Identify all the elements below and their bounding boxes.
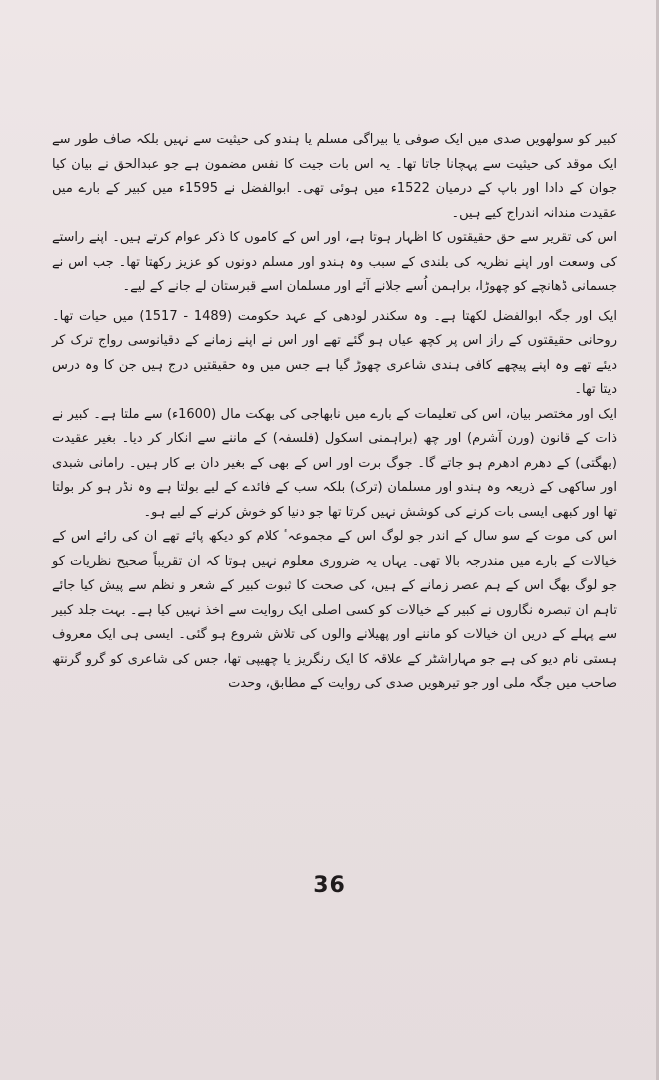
paragraph-abul-fazl-quote: اس کی تقریر سے حق حقیقتوں کا اظہار ہوتا ہے، اور اس کے کاموں کا ذکر عوام کرتے ہیں۔ اپنے راستے کی وسعت اور اپنے نظریہ کی بلندی کے سبب وہ ہندو اور مسلم دونوں کو عزیز رکھتا تھا۔ جب اس نے جسمانی ڈھانچے کو چھوڑا، براہمن اُسے جلانے آئے اور مسلمان اسے قبرستان لے جانے کے لیے۔ xyxy=(52,230,617,294)
page-number: 36 xyxy=(313,873,346,898)
paragraph-namdev: اس کی موت کے سو سال کے اندر جو لوگ اس کے مجموعہٴ کلام کو دیکھ پائے تھے ان کی رائے اس کے خیالات کے بارے میں مندرجہ بالا تھی۔ یہاں یہ ضروری معلوم نہیں ہوتا کہ ان تقریباً صحیح نظریات کو جو لوگ بھگ اس کے ہم عصر زمانے کے ہیں، کی صحت کا ثبوت کبیر کے شعر و نظم سے پیش کیا جائے تاہم ان تبصرہ نگاروں نے کبیر کے خیالات کو کسی اصلی ایک روایت سے اخذ نہیں کیا ہے۔ بہت جلد کبیر سے پہلے کے دریں ان خیالات کو ماننے اور پھیلانے والوں کی تلاش شروع ہو گئی۔ ایسی ہی ایک معروف ہستی نام دیو کی ہے جو مہاراشٹر کے علاقہ کا ایک رنگریز یا چھیپی تھا، جس کی شاعری کو گرو گرنتھ صاحب میں جگہ ملی اور جو تیرھویں صدی کی روایت کے مطابق، وحدت xyxy=(52,529,617,691)
page-body-text xyxy=(52,128,617,697)
paragraph-bhakt-mal: ایک اور مختصر بیان، اس کی تعلیمات کے بارے میں نابھاجی کی بھکت مال (1600ء) سے ملتا ہے۔ کبیر نے ذات کے قانون (ورن آشرم) اور چھ (براہمنی اسکول (فلسفہ) کے ماننے سے انکار کر دیا۔ بغیر عقیدت (بھگتی) کے دھرم ادھرم ہو جاتے گا۔ جوگ برت اور اس کے بھی کے بغیر دان بے کار ہیں۔ رامانی شبدی اور ساکھی کے ذریعہ وہ ہندو اور مسلمان (ترک) بلکہ سب کے فائدے کے لیے بولتا ہے وہ نڈر ہو کر بولتا تھا اور کبھی ایسی بات کرنے کی کوشش نہیں کرتا تھا جو دنیا کو خوش کرنے کے لیے ہو۔ xyxy=(52,406,618,520)
paragraph-sikandar-lodhi: ایک اور جگہ ابوالفضل لکھتا ہے۔ وہ سکندر لودھی کے عہد حکومت (1489 - 1517) میں حیات تھا۔ روحانی حقیقتوں کے راز اس پر کچھ عیاں ہو گئے تھے اور اس نے اپنے زمانے کے دقیانوسی رواج ترک کر دیئے تھے وہ اپنے پیچھے کافی ہندی شاعری چھوڑ گیا ہے جس میں وہ حقیقتیں درج ہیں جن کا وہ درس دیتا تھا۔ xyxy=(52,308,617,397)
paragraph-kabir-identity: کبیر کو سولھویں صدی میں ایک صوفی یا بیراگی مسلم یا ہندو کی حیثیت سے نہیں بلکہ صاف طور سے ایک موقد کی حیثیت سے پہچانا جاتا تھا۔ یہ اس بات جیت کا نفس مضمون ہے جو عبدالحق نے بیان کیا جوان کے دادا اور باپ کے درمیان 1522ء میں ہوئی تھی۔ ابوالفضل نے 1595ء میں کبیر کے بارے میں عقیدت مندانہ اندراج کیے ہیں۔ xyxy=(52,132,617,221)
